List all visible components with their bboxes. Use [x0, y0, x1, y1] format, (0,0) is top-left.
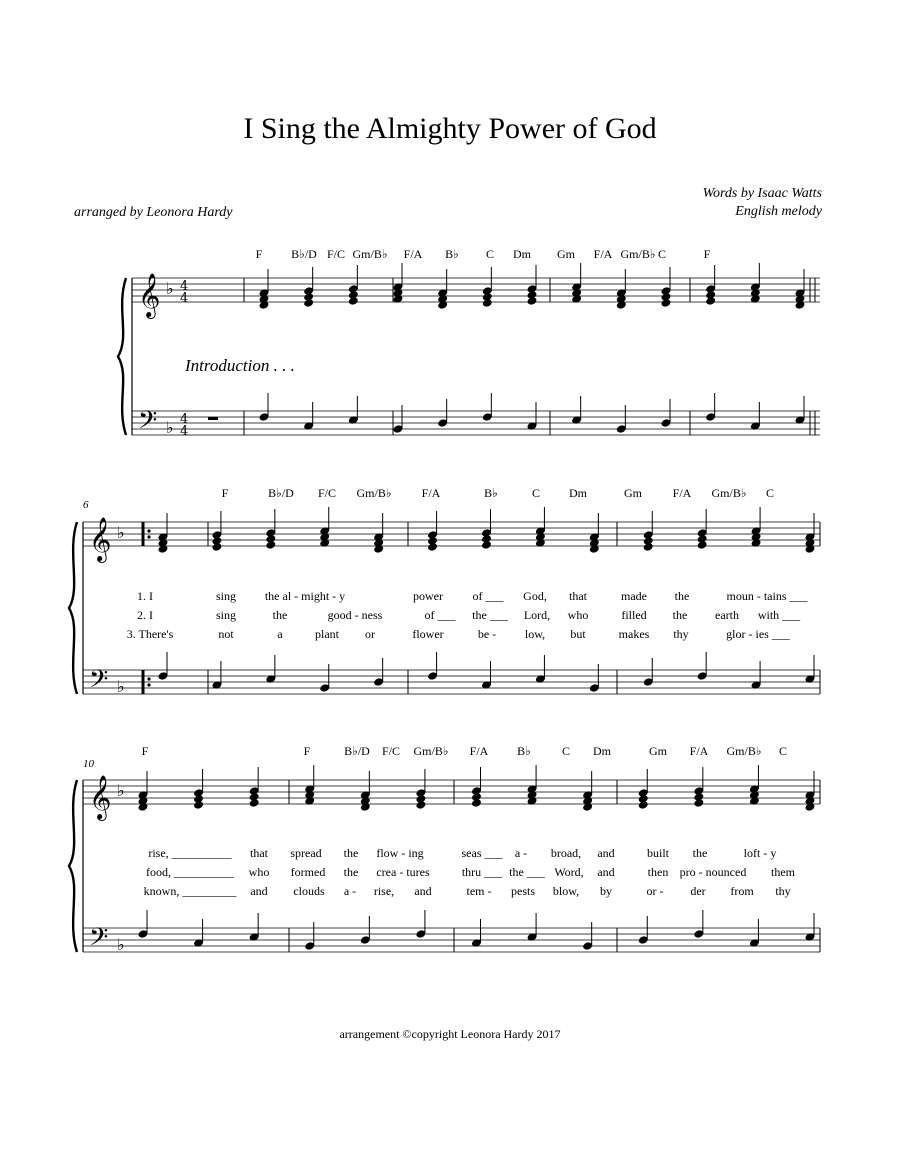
treble-clef: 𝄞: [89, 775, 112, 819]
flat-sign: ♭: [166, 279, 174, 298]
lyric-syllable: God,: [523, 589, 547, 603]
lyric-syllable: food, __________: [146, 865, 234, 879]
lyric-syllable: and: [597, 846, 615, 860]
lyric-syllable: by: [600, 884, 612, 898]
chord-symbol: Dm: [569, 486, 587, 500]
brace: [69, 780, 77, 952]
flat-sign: ♭: [117, 523, 125, 542]
lyric-syllable: tem -: [466, 884, 492, 898]
lyric-syllable: sing: [215, 589, 237, 603]
lyric-syllable: who: [248, 865, 270, 879]
chord-symbol: Gm: [649, 744, 667, 758]
bass-clef: 𝄢: [89, 923, 109, 958]
lyric-syllable: clouds: [293, 884, 325, 898]
words-credit: Words by Isaac Watts: [702, 186, 822, 201]
lyric-syllable: or -: [646, 884, 664, 898]
lyric-syllable: a: [277, 627, 283, 641]
lyric-syllable: seas ___: [461, 846, 503, 860]
lyric-syllable: filled: [621, 608, 647, 622]
flat-sign: ♭: [117, 781, 125, 800]
lyric-syllable: pests: [511, 884, 535, 898]
lyric-syllable: thru ___: [461, 865, 503, 879]
time-signature: 4: [180, 424, 189, 439]
lyric-syllable: the ___: [509, 865, 545, 879]
chord-symbol: F: [703, 247, 711, 261]
chord-symbol: C: [485, 247, 495, 261]
lyric-syllable: a -: [514, 846, 528, 860]
chord-symbol: Gm/B♭: [413, 744, 449, 758]
lyric-syllable: of ___: [472, 589, 504, 603]
lyric-syllable: the: [674, 589, 690, 603]
chord-symbol: C: [657, 247, 667, 261]
chord-symbol: B♭: [445, 247, 459, 261]
flat-sign: ♭: [117, 677, 125, 696]
flat-sign: ♭: [166, 418, 174, 437]
lyric-syllable: 1. I: [137, 589, 153, 603]
chord-symbol: F/A: [593, 247, 613, 261]
lyric-syllable: 2. I: [137, 608, 153, 622]
chord-symbol: F/A: [689, 744, 709, 758]
lyric-syllable: that: [569, 589, 587, 603]
chord-symbol: Dm: [513, 247, 531, 261]
lyric-syllable: crea - tures: [376, 865, 430, 879]
lyric-syllable: and: [250, 884, 268, 898]
chord-symbol: C: [778, 744, 788, 758]
melody-credit: English melody: [735, 204, 822, 219]
lyric-syllable: from: [730, 884, 754, 898]
chord-symbol: B♭/D: [344, 744, 370, 758]
lyric-syllable: then: [647, 865, 669, 879]
lyric-syllable: and: [597, 865, 615, 879]
lyric-syllable: the: [672, 608, 688, 622]
lyric-syllable: not: [218, 627, 234, 641]
bass-clef: 𝄢: [138, 406, 158, 441]
brace: [118, 278, 126, 435]
chord-symbol: F: [141, 744, 149, 758]
treble-clef: 𝄞: [138, 273, 161, 317]
chord-symbol: B♭: [517, 744, 531, 758]
lyric-syllable: der: [690, 884, 706, 898]
chord-symbol: F/C: [381, 744, 401, 758]
lyric-syllable: rise,: [373, 884, 395, 898]
lyric-syllable: earth: [715, 608, 739, 622]
treble-clef: 𝄞: [89, 517, 112, 561]
chord-symbol: F/C: [317, 486, 337, 500]
half-rest: [208, 417, 218, 420]
brace: [69, 522, 77, 694]
lyric-syllable: 3. There's: [126, 627, 174, 641]
lyric-syllable: good - ness: [327, 608, 383, 622]
lyric-syllable: known, _________: [143, 884, 237, 898]
lyric-syllable: flower: [412, 627, 444, 641]
lyric-syllable: and: [414, 884, 432, 898]
chord-symbol: Gm/B♭: [726, 744, 762, 758]
lyric-syllable: but: [570, 627, 586, 641]
lyric-syllable: low,: [524, 627, 546, 641]
chord-symbol: F: [255, 247, 263, 261]
lyric-syllable: of ___: [424, 608, 456, 622]
lyric-syllable: the ___: [472, 608, 508, 622]
chord-symbol: Gm/B♭: [620, 247, 656, 261]
lyric-syllable: Word,: [554, 865, 584, 879]
lyric-syllable: thy: [775, 884, 791, 898]
lyric-syllable: power: [413, 589, 443, 603]
lyric-syllable: built: [646, 846, 670, 860]
page-title: I Sing the Almighty Power of God: [243, 112, 657, 145]
time-signature: 4: [180, 279, 189, 294]
chord-symbol: F/A: [403, 247, 423, 261]
lyric-syllable: who: [567, 608, 589, 622]
lyric-syllable: made: [621, 589, 647, 603]
lyric-syllable: the: [692, 846, 708, 860]
chord-symbol: C: [765, 486, 775, 500]
repeat-dot: [147, 677, 150, 680]
chord-symbol: F/C: [326, 247, 346, 261]
lyric-syllable: flow - ing: [376, 846, 424, 860]
chord-symbol: F/A: [672, 486, 692, 500]
lyric-syllable: makes: [618, 627, 650, 641]
lyric-syllable: Lord,: [523, 608, 551, 622]
lyric-syllable: them: [771, 865, 795, 879]
bass-clef: 𝄢: [89, 665, 109, 700]
chord-symbol: C: [561, 744, 571, 758]
lyric-syllable: a -: [343, 884, 357, 898]
measure-number: 6: [83, 499, 89, 511]
repeat-dot: [147, 535, 150, 538]
lyric-syllable: formed: [290, 865, 326, 879]
lyric-syllable: loft - y: [743, 846, 777, 860]
chord-symbol: B♭/D: [291, 247, 317, 261]
lyric-syllable: the: [343, 846, 359, 860]
chord-symbol: F: [303, 744, 311, 758]
chord-symbol: Dm: [593, 744, 611, 758]
flat-sign: ♭: [117, 935, 125, 954]
arranger-credit: arranged by Leonora Hardy: [74, 205, 233, 220]
lyric-syllable: that: [250, 846, 268, 860]
measure-number: 10: [83, 758, 94, 770]
chord-symbol: Gm/B♭: [356, 486, 392, 500]
chord-symbol: B♭/D: [268, 486, 294, 500]
lyric-syllable: pro - nounced: [679, 865, 747, 879]
chord-symbol: F: [221, 486, 229, 500]
chord-symbol: Gm: [624, 486, 642, 500]
chord-symbol: Gm/B♭: [711, 486, 747, 500]
lyric-syllable: rise, __________: [148, 846, 232, 860]
repeat-dot: [147, 529, 150, 532]
lyric-syllable: with ___: [757, 608, 801, 622]
chord-symbol: Gm: [557, 247, 575, 261]
chord-symbol: Gm/B♭: [352, 247, 388, 261]
time-signature: 4: [180, 291, 189, 306]
lyric-syllable: be -: [477, 627, 497, 641]
introduction-label: Introduction . . .: [185, 356, 295, 375]
lyric-syllable: the: [272, 608, 288, 622]
lyric-syllable: moun - tains ___: [726, 589, 808, 603]
lyric-syllable: the: [343, 865, 359, 879]
lyric-syllable: the al - might - y: [264, 589, 346, 603]
lyric-syllable: thy: [673, 627, 689, 641]
lyric-syllable: plant: [315, 627, 339, 641]
chord-symbol: C: [531, 486, 541, 500]
lyric-syllable: spread: [290, 846, 322, 860]
copyright-footer: arrangement ©copyright Leonora Hardy 2017: [339, 1027, 561, 1041]
lyric-syllable: glor - ies ___: [726, 627, 790, 641]
lyric-syllable: or: [365, 627, 375, 641]
lyric-syllable: blow,: [552, 884, 580, 898]
chord-symbol: F/A: [469, 744, 489, 758]
time-signature: 4: [180, 412, 189, 427]
lyric-syllable: sing: [215, 608, 237, 622]
lyric-syllable: broad,: [550, 846, 582, 860]
repeat-dot: [147, 683, 150, 686]
chord-symbol: B♭: [484, 486, 498, 500]
chord-symbol: F/A: [421, 486, 441, 500]
